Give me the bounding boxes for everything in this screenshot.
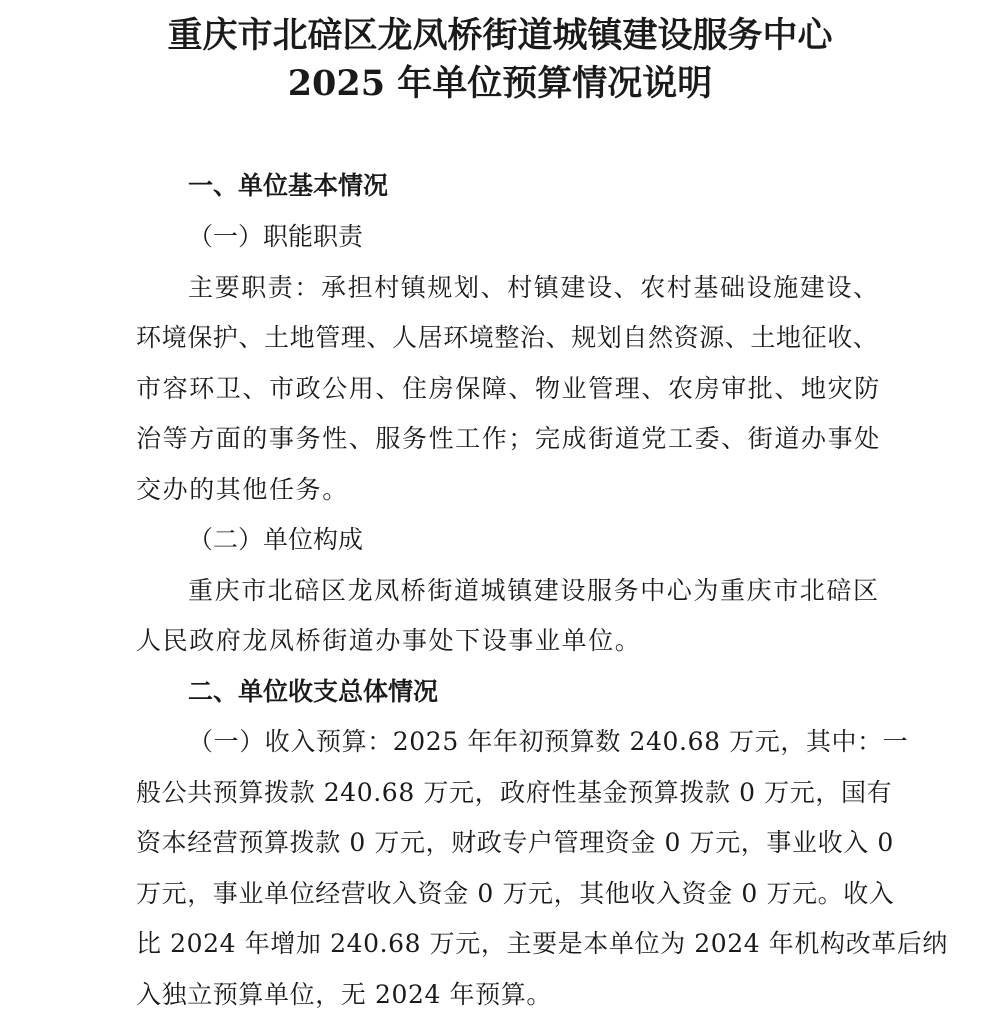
document-title-line-2: 2025 年单位预算情况说明 (287, 63, 713, 104)
paragraph-line: 人民政府龙凤桥街道办事处下设事业单位。 (136, 626, 642, 655)
paragraph-line: 资本经营预算拨款 0 万元，财政专户管理资金 0 万元，事业收入 0 (136, 828, 894, 857)
document-title-line-1: 重庆市北碚区龙凤桥街道城镇建设服务中心 (167, 15, 833, 56)
paragraph-line: 环境保护、土地管理、人居环境整治、规划自然资源、土地征收、 (136, 323, 879, 352)
paragraph-line: 治等方面的事务性、服务性工作；完成街道党工委、街道办事处 (136, 424, 881, 453)
paragraph-line: （一）收入预算：2025 年年初预算数 240.68 万元，其中：一 (188, 727, 909, 756)
section-heading-basic-info: 一、单位基本情况 (188, 171, 389, 200)
subsection-heading-structure: （二）单位构成 (188, 525, 364, 554)
paragraph-line: 主要职责：承担村镇规划、村镇建设、农村基础设施建设、 (188, 273, 880, 302)
paragraph-line: 重庆市北碚区龙凤桥街道城镇建设服务中心为重庆市北碚区 (188, 576, 880, 605)
paragraph-line: 入独立预算单位，无 2024 年预算。 (136, 980, 552, 1009)
paragraph-line: 万元，事业单位经营收入资金 0 万元，其他收入资金 0 万元。收入 (136, 879, 895, 908)
section-heading-budget-overview: 二、单位收支总体情况 (188, 677, 439, 706)
paragraph-line: 交办的其他任务。 (136, 475, 349, 504)
paragraph-line: 市容环卫、市政公用、住房保障、物业管理、农房审批、地灾防 (136, 374, 881, 403)
subsection-heading-duties: （一）职能职责 (188, 222, 364, 251)
paragraph-line: 比 2024 年增加 240.68 万元，主要是本单位为 2024 年机构改革后纳 (136, 929, 949, 958)
paragraph-line: 般公共预算拨款 240.68 万元，政府性基金预算拨款 0 万元，国有 (136, 778, 893, 807)
